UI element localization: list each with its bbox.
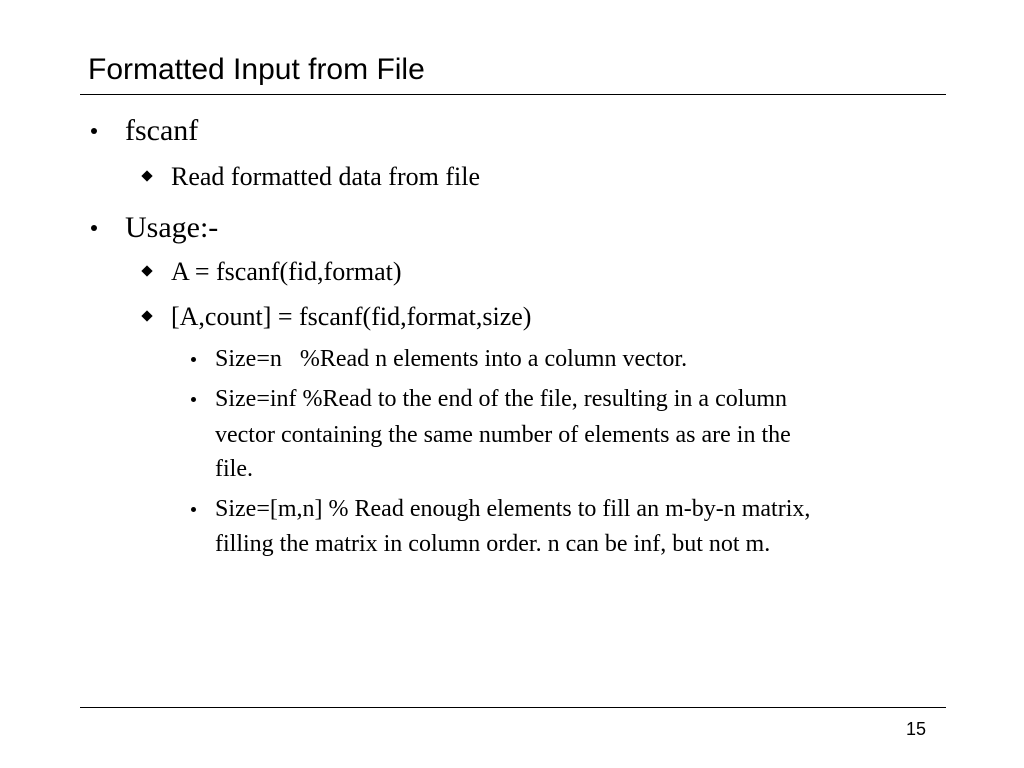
- diamond-bullet-icon: [141, 265, 152, 276]
- page-number: 15: [906, 719, 927, 739]
- size-inf-description-line3: file.: [215, 456, 253, 482]
- footer-divider: [80, 707, 946, 708]
- size-inf-description-line1: Size=inf %Read to the end of the file, resulting in a column: [215, 386, 788, 412]
- usage-syntax-2: [A,count] = fscanf(fid,format,size): [171, 302, 532, 331]
- size-matrix-description-line1: Size=[m,n] % Read enough elements to fill an m-by-n matrix,: [215, 496, 811, 522]
- diamond-bullet-icon: [141, 310, 152, 321]
- sub-bullet-description: Read formatted data from file: [171, 162, 480, 191]
- bullet-dot: [91, 128, 97, 134]
- bullet-dot: [191, 507, 196, 512]
- bullet-dot: [91, 225, 97, 231]
- bullet-dot: [191, 357, 196, 362]
- size-n-description: Size=n %Read n elements into a column vector.: [215, 346, 688, 372]
- bullet-usage: Usage:-: [125, 211, 219, 244]
- bullet-fscanf: fscanf: [125, 114, 199, 147]
- size-inf-description-line2: vector containing the same number of elements as are in the: [215, 422, 791, 448]
- size-matrix-description-line2: filling the matrix in column order. n can be inf, but not m.: [215, 531, 771, 557]
- diamond-bullet-icon: [141, 170, 152, 181]
- bullet-dot: [191, 397, 196, 402]
- usage-syntax-1: A = fscanf(fid,format): [171, 257, 402, 286]
- slide-title: Formatted Input from File: [88, 53, 425, 86]
